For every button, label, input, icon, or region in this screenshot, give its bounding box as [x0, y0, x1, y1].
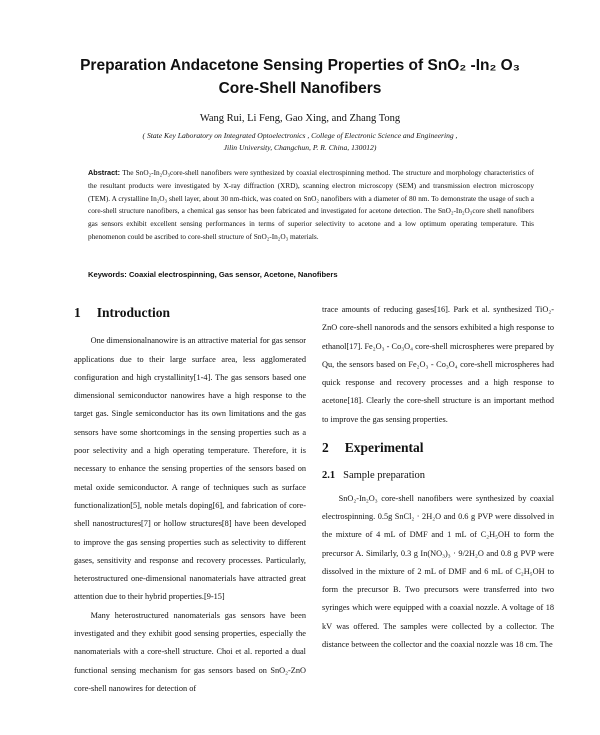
- intro-paragraph-2: Many heterostructured nanomaterials gas sensors have been investigated and they exhibit good sensing properties, especially the nanomaterials with a core-shell structure. Choi et al. reported a dual functional sensing mechanism for gas sensors based on SnO₂-ZnO core-shell nanowires for detection of: [74, 610, 306, 693]
- authors: Wang Rui, Li Feng, Gao Xing, and Zhang Tong: [199, 113, 401, 124]
- section-number: 2: [322, 440, 329, 456]
- section-heading-experimental: [322, 439, 554, 457]
- abstract: [88, 167, 534, 244]
- keywords: [88, 270, 534, 279]
- paper-title-line2: Core-Shell Nanofibers: [218, 80, 382, 97]
- section-number: 1: [74, 305, 81, 320]
- section-title: Introduction: [96, 305, 171, 320]
- subsection-heading-sample-preparation: [322, 467, 554, 485]
- paper-title-line1: Preparation Andacetone Sensing Properties of SnO₂ -In₂ O₃: [80, 57, 520, 74]
- keywords-label: Keywords:: [88, 270, 127, 279]
- abstract-text: The SnO₂-In₂O₃core-shell nanofibers were synthesized by coaxial electrospinning method. The structure and morphology characteristics of the resultant products were investigated by X-ray diffraction (XRD), scanning electron microscopy (SEM) and transmission electron microscopy (TEM). A crystalline In₂O₃ shell layer, about 30 nm-thick, was coated on SnO₂ nanofibers with a diameter of 80 nm. To demonstrate the usage of such a core-shell structure nanofibers, a chemical gas sensor has been fabricated and investigated for acetone detection. The SnO₂-In₂O₃core shell nanofibers gas sensors exhibit excellent sensing performances in terms of superior selectivity to acetone and a low optimum operating temperature. This phenomenon could be ascribed to core-shell structure of SnO₂-In₂O₃ materials.: [88, 168, 534, 241]
- affiliation-line1: ( State Key Laboratory on Integrated Optoelectronics , College of Electronic Science and Engineering ,: [142, 131, 458, 140]
- abstract-label: Abstract:: [88, 168, 121, 177]
- right-paragraph-2: SnO₂-In₂O₃ core-shell nanofibers were synthesized by coaxial electrospinning. 0.5g SnCl₂ · 2H₂O and 0.6 g PVP were dissolved in the mixture of 4 mL of DMF and 1 mL of C₂H₅OH to form the precursor A. Similarly, 0.3 g In(NO₃)₃ · 9/2H₂O and 0.8 g PVP were dissolved in the mixture of 2 mL of DMF and 6 mL of C₂H₅OH to form the precursor B. Two precursors were transferred into two syringes which were equipped with a coaxial nozzle. A voltage of 18 kV was offered. The samples were collected by a collector. The distance between the collector and the coaxial nozzle was 18 cm. The: [322, 493, 554, 650]
- keywords-text: Coaxial electrospinning, Gas sensor, Acetone, Nanofibers: [128, 270, 338, 279]
- left-column: [74, 301, 306, 698]
- intro-paragraph-1: One dimensionalnanowire is an attractive material for gas sensor applications due to their large surface area, less agglomerated configuration and high crystallinity[1-4]. The gas sensors based one dimensional semiconductor nanowires have a high response to the target gas. Single semiconductor has its own limitations and the gas sensors have some shortcomings in the sensing properties such as a poor selectivity and a high operating temperature. Therefore, it is necessary to enhance the sensing properties of the sensors based on metal oxide semiconductor. A range of techniques such as surface functionalization[5], noble metals doping[6], and fabrication of core-shell nanostructures[7] or hollow structures[8] have been developed to improve the gas sensing properties such as selectivity to different gases, sensitivity and response and recovery processes. Particularly, heterostructured one-dimensional nanomaterials have attracted great attention due to their hybrid properties.[9-15]: [74, 336, 306, 602]
- subsection-number: 2.1: [322, 470, 336, 482]
- subsection-title: Sample preparation: [343, 470, 426, 482]
- right-column: [322, 301, 554, 654]
- affiliation: [0, 130, 600, 154]
- affiliation-line2: Jilin University, Changchun, P. R. China, 130012): [223, 143, 377, 152]
- right-paragraph-1: trace amounts of reducing gases[16]. Park et al. synthesized TiO₂-ZnO core-shell nanorods and the sensors exhibited a high response to ethanol[17]. Fe₂O₃ - Co₃O₄ core-shell microspheres were prepared by Qu, the sensors based on Fe₂O₃ - Co₃O₄ core-shell microspheres had quick response and recovery processes and a high response to acetone[18]. Clearly the core-shell structure is an important method to improve the gas sensing properties.: [322, 305, 554, 424]
- section-title: Experimental: [344, 440, 424, 456]
- section-heading-introduction: [74, 304, 306, 322]
